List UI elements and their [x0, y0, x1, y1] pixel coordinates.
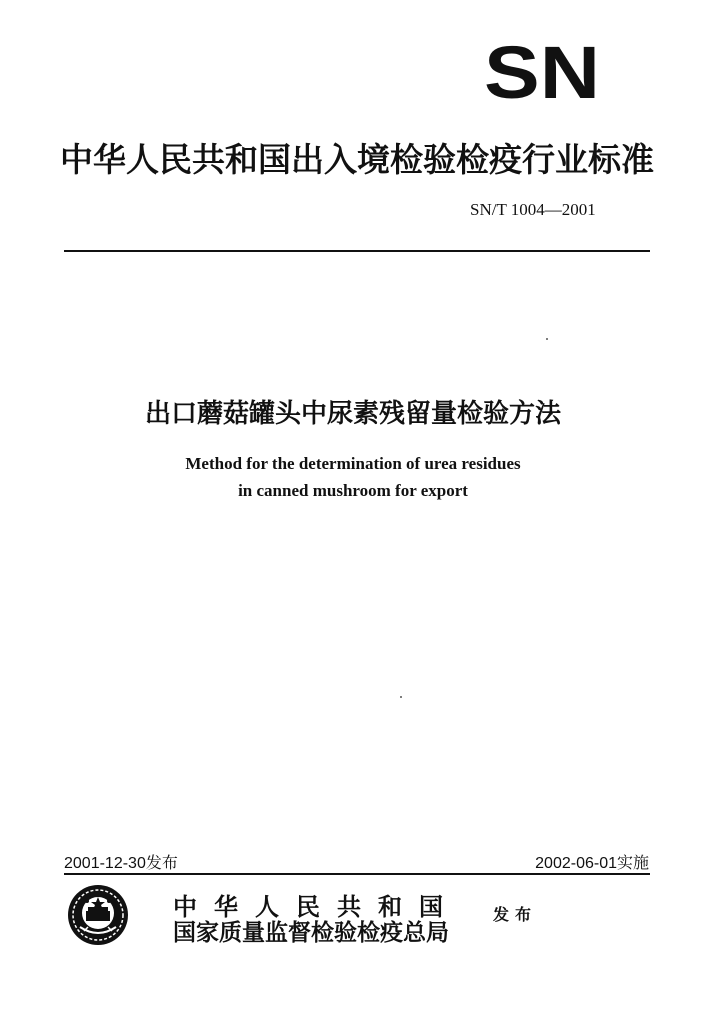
document-title-chinese: 出口蘑菇罐头中尿素残留量检验方法: [144, 399, 561, 429]
implementation-date: 2002-06-01实施: [535, 855, 649, 872]
issue-date: 2001-12-30发布: [64, 855, 178, 872]
national-emblem-icon: [66, 883, 130, 947]
scan-speck: [546, 338, 548, 340]
header-divider: [64, 250, 650, 252]
issue-label: 发布: [493, 905, 538, 924]
sn-logo: [482, 40, 602, 104]
footer-divider: [64, 873, 650, 875]
standard-number: SN/T 1004—2001: [470, 200, 596, 219]
issuer-country: 中华人民共和国: [173, 892, 460, 921]
document-title-english-line2: in canned mushroom for export: [238, 481, 468, 500]
sn-logo-text: SN: [484, 40, 600, 104]
scan-speck: [400, 696, 402, 698]
document-title-english-line1: Method for the determination of urea residues: [185, 454, 521, 473]
industry-standard-title: 中华人民共和国出入境检验检疫行业标准: [60, 140, 654, 179]
issuer-agency: 国家质量监督检验检疫总局: [173, 919, 449, 946]
